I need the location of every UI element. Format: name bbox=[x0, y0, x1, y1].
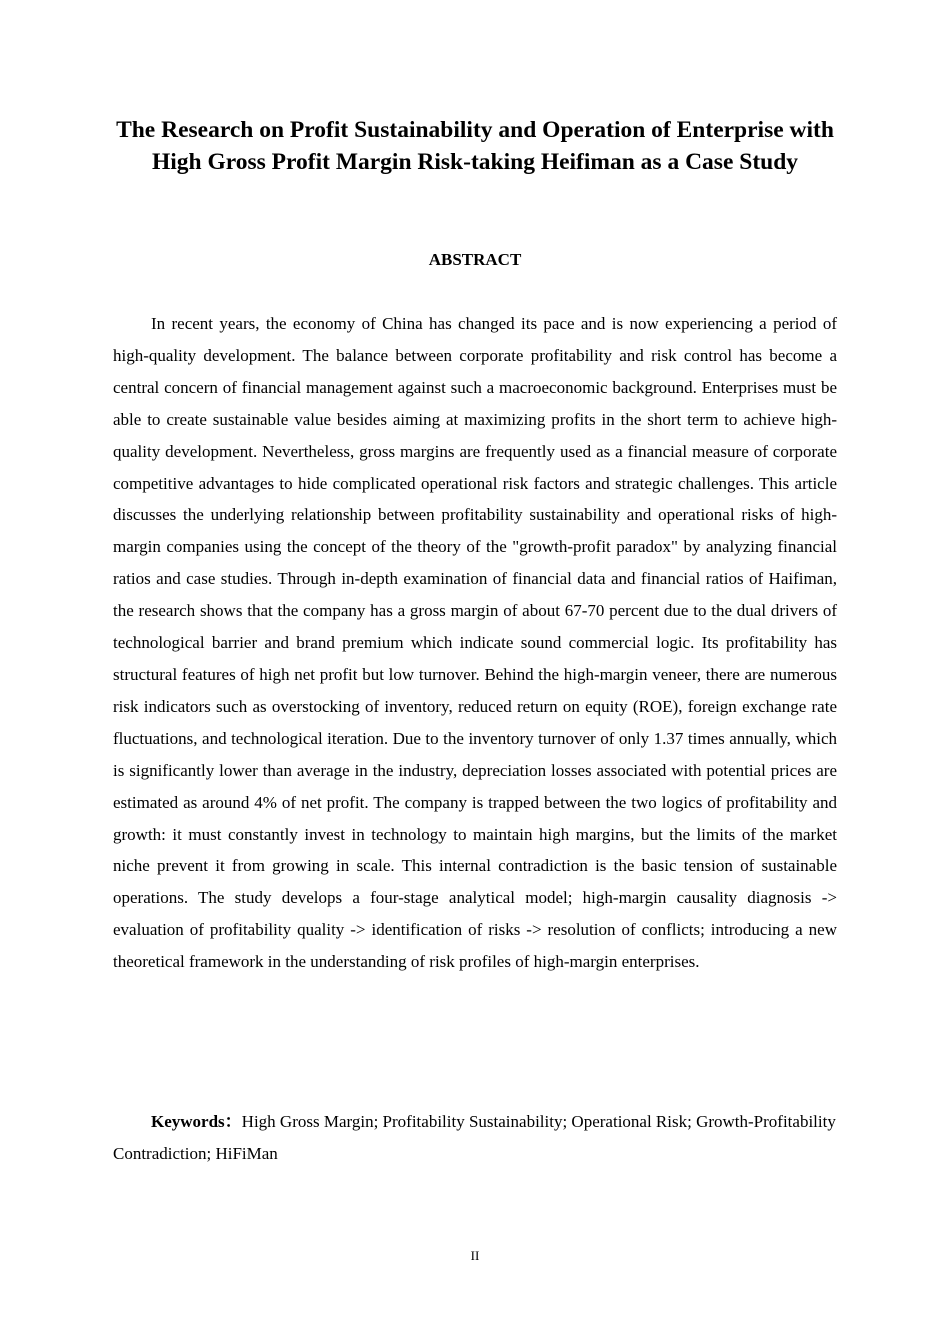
abstract-paragraph: In recent years, the economy of China has changed its pace and is now experiencing a period of high-quality development. The balance between corporate profitability and risk control has become a central concern of financial management against such a macroeconomic background. Enterprises must be able to create sustainable value besides aiming at maximizing profits in the short term to achieve high-quality development. Nevertheless, gross margins are frequently used as a financial measure of corporate competitive advantages to hide complicated operational risk factors and strategic challenges. This article discusses the underlying relationship between profitability sustainability and operational risks of high-margin companies using the concept of the theory of the "growth-profit paradox" by analyzing financial ratios and case studies. Through in-depth examination of financial data and financial ratios of Haifiman, the research shows that the company has a gross margin of about 67-70 percent due to the dual drivers of technological barrier and brand premium which indicate sound commercial logic. Its profitability has structural features of high net profit but low turnover. Behind the high-margin veneer, there are numerous risk indicators such as overstocking of inventory, reduced return on equity (ROE), foreign exchange rate fluctuations, and technological iteration. Due to the inventory turnover of only 1.37 times annually, which is significantly lower than average in the industry, depreciation losses associated with potential prices are estimated as around 4% of net profit. The company is trapped between the two logics of profitability and growth: it must constantly invest in technology to maintain high margins, but the limits of the market niche prevent it from growing in scale. This internal contradiction is the basic tension of sustainable operations. The study develops a four-stage analytical model; high-margin causality diagnosis -> evaluation of profitability quality -> identification of risks -> resolution of conflicts; introducing a new theoretical framework in the understanding of risk profiles of high-margin enterprises. bbox=[113, 314, 837, 972]
keywords-label: Keywords： bbox=[151, 1112, 242, 1131]
paper-title: The Research on Profit Sustainability and Operation of Enterprise with High Gross Profit Margin Risk-taking Heifiman as a Case Study bbox=[116, 117, 834, 175]
keywords-paragraph bbox=[113, 1106, 837, 1170]
keywords-list: High Gross Margin; Profitability Sustainability; Operational Risk; Growth-Profitability Contradiction; HiFiMan bbox=[113, 1112, 836, 1163]
abstract-heading: ABSTRACT bbox=[428, 250, 522, 269]
page-number: II bbox=[470, 1248, 480, 1263]
